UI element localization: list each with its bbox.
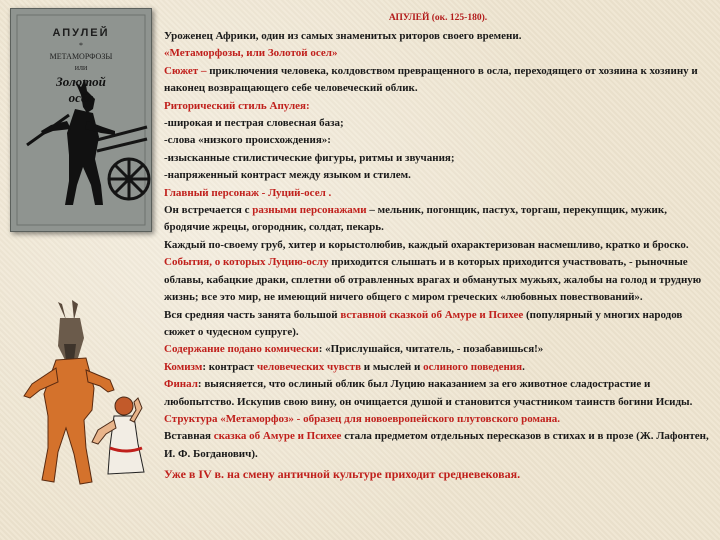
events-red: События, о которых Луцию-ослу bbox=[164, 256, 329, 269]
events-text: приходится слышать и в которых приходится участвовать, - рыночные облавы, кабацкие драки, сплетни об отравленных врагах и обманутых мужьях, жалобы на голод и трудную жизнь; все это мир, не имеющий ничего общего с миром греческих «любовных повествований». bbox=[164, 256, 702, 304]
middle-prefix: Вся средняя часть занята большой bbox=[164, 308, 341, 321]
comic-red: Содержание подано комически bbox=[164, 343, 319, 356]
book-subtitle-1: * bbox=[79, 41, 83, 50]
page-title: АПУЛЕЙ (ок. 125-180). bbox=[388, 13, 488, 23]
meets-prefix: Он встречается с bbox=[164, 204, 253, 217]
book-author: АПУЛЕЙ bbox=[52, 27, 110, 39]
structure-paragraph: Структура «Метаморфоз» - образец для новоевропейского плутовского романа. bbox=[164, 412, 561, 425]
hero-label: Главный персонаж - Луций-осел . bbox=[164, 186, 332, 199]
style-item: -слова «низкого происхождения»: bbox=[164, 134, 331, 147]
comism-text-3: . bbox=[522, 360, 525, 373]
comism-red-2: человеческих чувств bbox=[256, 360, 362, 373]
meets-red: разными персонажами bbox=[252, 204, 367, 217]
book-title-2: осёл bbox=[68, 90, 94, 105]
main-text bbox=[164, 10, 712, 484]
final-paragraph bbox=[164, 376, 712, 411]
comism-text-2: и мыслей и bbox=[361, 360, 424, 373]
closing-line: Уже в IV в. на смену античной культуре приходит средневековая. bbox=[164, 467, 521, 482]
comism-text-1: : контраст bbox=[202, 360, 257, 373]
book-subtitle-3: или bbox=[74, 63, 88, 72]
style-item: -широкая и пестрая словесная база; bbox=[164, 117, 344, 130]
meets-paragraph bbox=[164, 202, 712, 237]
middle-red: вставной сказкой об Амуре и Психее bbox=[340, 308, 524, 321]
inserted-red: сказка об Амуре и Психее bbox=[213, 430, 342, 443]
events-paragraph bbox=[164, 254, 712, 306]
comism-red-3: ослиного поведения bbox=[423, 360, 523, 373]
final-text: : выясняется, что ослиный облик был Луцию наказанием за его животное сладострастие и любопытство. Искупив свою вину, он очищается душой и становится участником таинств богини Исиды. bbox=[164, 378, 693, 408]
plot-text: приключения человека, колдовством превращенного в осла, переходящего от хозяина к хозяину и наконец возвращающего себе человеческий облик. bbox=[164, 64, 698, 95]
ancient-figure-image bbox=[14, 298, 146, 490]
book-title-1: Золотой bbox=[56, 74, 106, 89]
work-title: «Метаморфозы, или Золотой осел» bbox=[164, 47, 338, 60]
comic-text: : «Прислушайся, читатель, - позабавишься!» bbox=[318, 343, 544, 356]
inserted-paragraph bbox=[164, 428, 712, 463]
plot-paragraph bbox=[164, 63, 712, 98]
comism-paragraph bbox=[164, 359, 712, 376]
intro-text: Уроженец Африки, один из самых знаменитых риторов своего времени. bbox=[164, 30, 522, 42]
inserted-prefix: Вставная bbox=[164, 430, 214, 443]
final-red: Финал bbox=[164, 378, 198, 391]
style-label: Риторический стиль Апулея: bbox=[164, 99, 310, 112]
comism-red: Комизм bbox=[164, 360, 203, 373]
middle-paragraph bbox=[164, 307, 712, 342]
inserted-text: стала предметом отдельных пересказов в стихах и в прозе (Ж. Лафонтен, И. Ф. Богданович). bbox=[164, 430, 709, 460]
style-item: -напряженный контраст между языком и стилем. bbox=[164, 169, 411, 182]
style-item: -изысканные стилистические фигуры, ритмы и звучания; bbox=[164, 151, 455, 164]
plot-label: Сюжет – bbox=[164, 64, 210, 77]
book-subtitle-2: МЕТАМОРФОЗЫ bbox=[49, 52, 113, 61]
book-cover-image bbox=[10, 8, 152, 232]
meets-text: – мельник, погонщик, пастух, торгаш, перекупщик, мужик, бродячие жрецы, огородник, солдат, пекарь. bbox=[164, 204, 667, 234]
donkey-man-and-dancer-icon bbox=[14, 298, 146, 490]
comic-paragraph bbox=[164, 341, 712, 358]
each-paragraph: Каждый по-своему груб, хитер и корыстолюбив, каждый охарактеризован насмешливо, кратко и броско. bbox=[164, 238, 689, 251]
middle-text: (популярный у многих народов сюжет о чудесном супруге). bbox=[164, 308, 683, 338]
